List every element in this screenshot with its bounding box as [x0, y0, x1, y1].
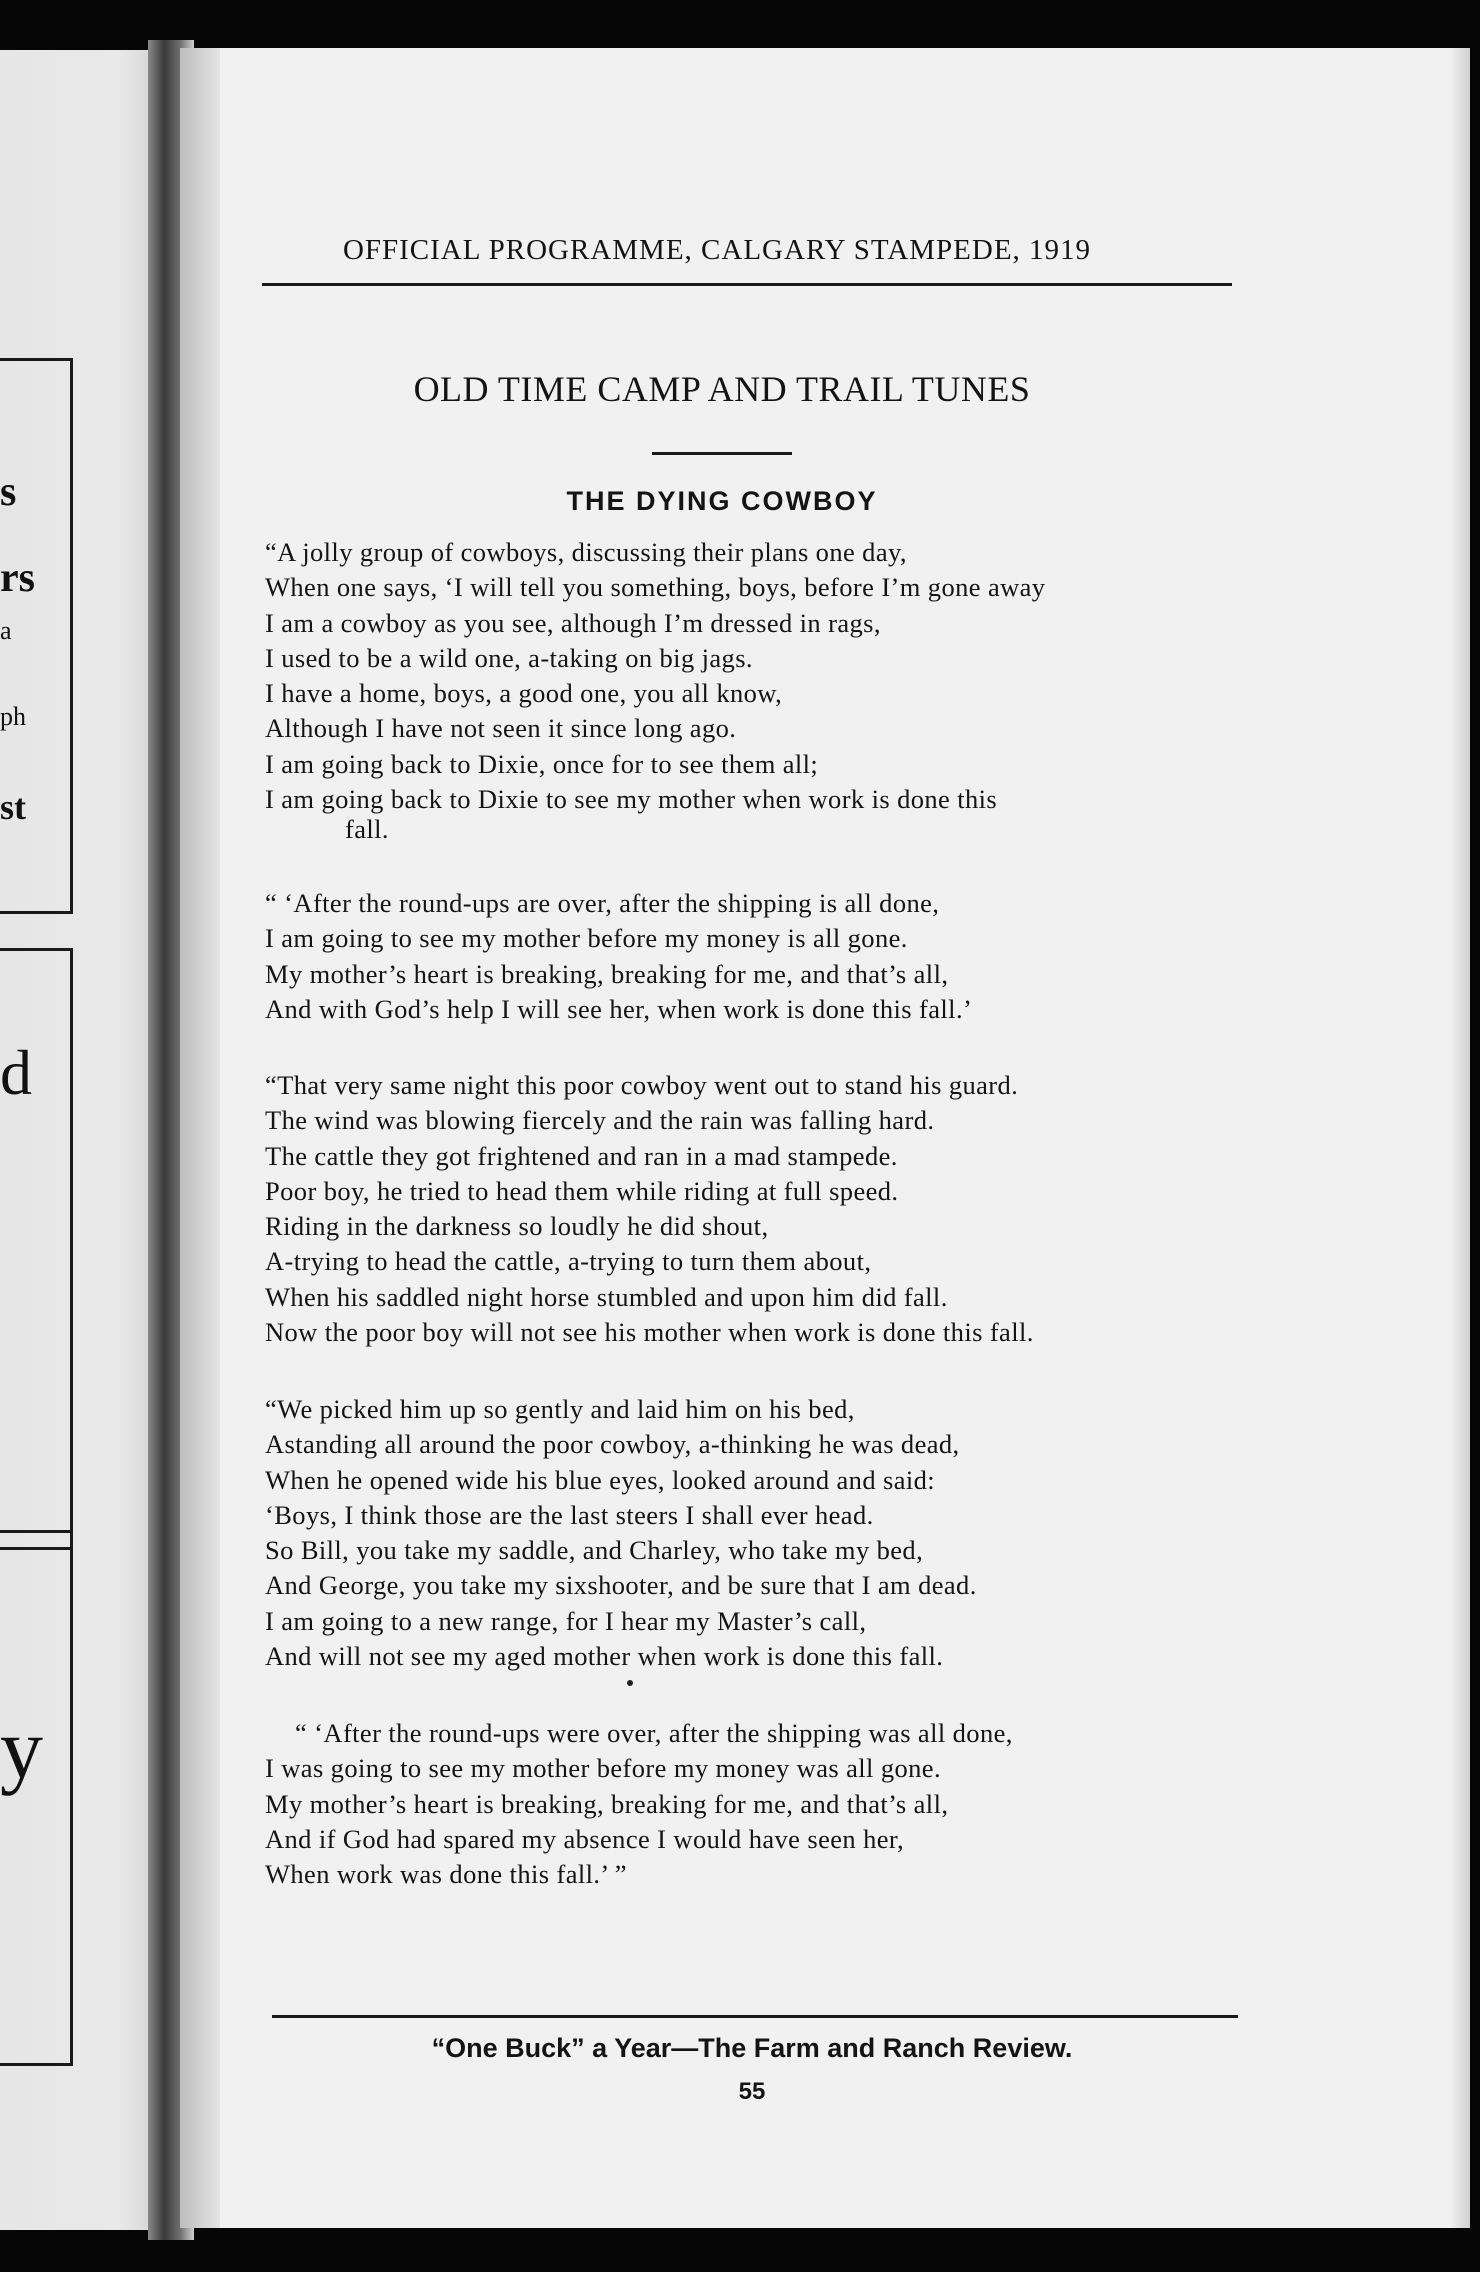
page-number: 55 — [738, 2078, 766, 2105]
left-fragment: s — [0, 469, 17, 515]
verse-line: I am going to see my mother before my money is all gone. — [265, 923, 908, 954]
stanza — [265, 1392, 1245, 1674]
verse-line: And George, you take my sixshooter, and be sure that I am dead. — [265, 1570, 977, 1601]
printer-dot — [627, 1680, 633, 1686]
left-fragment: y — [0, 1700, 43, 1796]
verse-line: And will not see my aged mother when work is done this fall. — [265, 1641, 944, 1672]
stanza — [265, 886, 1245, 1027]
left-fragment: a — [0, 616, 12, 645]
stanza — [265, 535, 1245, 845]
left-fragment: rs — [0, 555, 35, 601]
verse-line: I am a cowboy as you see, although I’m dressed in rags, — [265, 607, 881, 638]
verse-line: I have a home, boys, a good one, you all know, — [265, 678, 783, 709]
verse-line: When work was done this fall.’ ” — [265, 1859, 627, 1890]
verse-line: My mother’s heart is breaking, breaking for me, and that’s all, — [265, 1788, 949, 1819]
footer-rule — [272, 2015, 1238, 2018]
verse-line: The wind was blowing fiercely and the rain was falling hard. — [265, 1105, 935, 1136]
verse-line: So Bill, you take my saddle, and Charley, who take my bed, — [265, 1535, 924, 1566]
verse-line: fall. — [345, 814, 389, 845]
left-ad-box-3 — [0, 1530, 73, 2066]
left-fragment: st — [0, 787, 26, 827]
footer-slogan: “One Buck” a Year—The Farm and Ranch Review. — [431, 2033, 1073, 2063]
verse-line: When his saddled night horse stumbled and upon him did fall. — [265, 1281, 948, 1312]
verse-line: The cattle they got frightened and ran in a mad stampede. — [265, 1140, 898, 1171]
header-rule — [262, 283, 1232, 286]
running-head: OFFICIAL PROGRAMME, CALGARY STAMPEDE, 1919 — [342, 234, 1092, 266]
verse-line: When one says, ‘I will tell you something, boys, before I’m gone away — [265, 572, 1046, 603]
song-title: THE DYING COWBOY — [566, 486, 878, 516]
verse-line: Riding in the darkness so loudly he did shout, — [265, 1211, 769, 1242]
verse-line: “ ‘After the round-ups were over, after the shipping was all done, — [295, 1718, 1013, 1748]
verse-line: Poor boy, he tried to head them while riding at full speed. — [265, 1175, 899, 1206]
verse-line: I am going to a new range, for I hear my Master’s call, — [265, 1605, 867, 1636]
stanza — [265, 1716, 1245, 1892]
verse-line: Now the poor boy will not see his mother when work is done this fall. — [265, 1317, 1034, 1348]
verse-line: My mother’s heart is breaking, breaking for me, and that’s all, — [265, 958, 949, 989]
verse-line: I am going back to Dixie, once for to see them all; — [265, 748, 819, 779]
verse-line: ‘Boys, I think those are the last steers I shall ever head. — [265, 1499, 874, 1530]
verse-line: Astanding all around the poor cowboy, a-thinking he was dead, — [265, 1429, 960, 1460]
verse-line: “A jolly group of cowboys, discussing their plans one day, — [265, 537, 907, 567]
left-facing-page — [0, 50, 170, 2230]
verse-line: I used to be a wild one, a-taking on big jags. — [265, 642, 753, 673]
verse-line: “That very same night this poor cowboy went out to stand his guard. — [265, 1070, 1019, 1100]
left-fragment: ph — [0, 702, 26, 731]
verse-line: I was going to see my mother before my money was all gone. — [265, 1753, 941, 1784]
verse-line: “ ‘After the round-ups are over, after the shipping is all done, — [265, 888, 940, 918]
verse-line: I am going back to Dixie to see my mother when work is done this — [265, 784, 998, 815]
verse-line: And with God’s help I will see her, when work is done this fall.’ — [265, 993, 973, 1024]
verse-line: A-trying to head the cattle, a-trying to turn them about, — [265, 1246, 872, 1277]
verse-line: And if God had spared my absence I would have seen her, — [265, 1823, 905, 1854]
verse-line: Although I have not seen it since long ago. — [265, 713, 737, 744]
title-rule — [652, 452, 792, 455]
stanza — [265, 1068, 1245, 1350]
verse-line: “We picked him up so gently and laid him on his bed, — [265, 1394, 855, 1424]
page-title: OLD TIME CAMP AND TRAIL TUNES — [413, 369, 1031, 409]
verse-line: When he opened wide his blue eyes, looked around and said: — [265, 1464, 936, 1495]
left-fragment: d — [0, 1037, 32, 1108]
